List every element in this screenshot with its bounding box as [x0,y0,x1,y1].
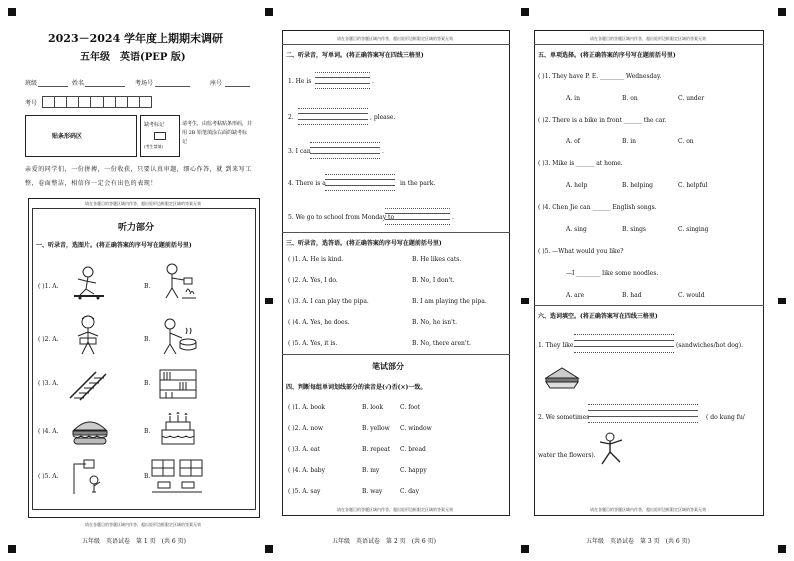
reply-item-b: B. No, there aren't. [412,340,471,347]
choice-question: ( )2. There is a bike in front ______ the car. [538,117,667,124]
phonics-item-c: C. window [400,425,432,432]
choice-b: B. on [622,95,638,102]
write-item-pre: 1. He is [288,78,312,85]
phonics-item-b: B. way [362,488,383,495]
choice-a: A. help [566,182,588,189]
write-item-pre: 3. I can [288,148,311,155]
page-footer: 五年级 英语试卷 第 1 页 (共 6 页) [82,538,186,545]
section6-title: 六、选词填空。(将正确答案写在四线三格里) [538,313,658,320]
phonics-item-a: ( )5. A. say [288,488,321,495]
phonics-item-b: B. look [362,404,384,411]
info-label-class: 班级 [25,80,38,87]
choice-b: B. had [622,292,642,299]
hamburger-picture [68,414,112,448]
choice-c: C. would [678,292,705,299]
section4-title: 四、判断每组单词划线部分的读音是(√)否(×)一致。 [286,384,427,391]
answer-frame-2 [282,30,510,516]
choice-a: A. are [566,292,585,299]
greeting-text: 亲爱的同学们，一份拼搏，一份收获，只要认真审题，细心作答，就 到来写工整，卷面整洁，相信你一定会有出色的表现！ [25,166,252,187]
write-item-pre: 2. [288,114,294,121]
reply-item-b: B. No, he isn't. [412,319,458,326]
choice-a: A. sing [566,226,587,233]
choice-question: ( )5. —What would you like? [538,248,624,255]
phonics-item-c: C. happy [400,467,427,474]
fill-item-pre: 1. They like [538,342,574,349]
choice-a: A. in [566,95,580,102]
listening-title: 听力部分 [118,223,155,233]
phonics-item-b: B. repeat [362,446,391,453]
answer-area-footer: 请在各题目的答题区域内作答，超出矩形边框限定区域的答案无效 [85,522,201,527]
phonics-item-a: ( )3. A. eat [288,446,320,453]
info-label-name: 姓名 [72,80,85,87]
answer-area-header: 请在各题目的答题区域内作答，超出矩形边框限定区域的答案无效 [337,36,453,41]
classroom-picture [150,456,204,496]
write-item-pre: 4. There is a [288,180,326,187]
cooking-picture [156,316,200,356]
reply-item-a: ( )3. A. I can play the pipa. [288,298,369,305]
absent-mark-box [140,115,180,157]
listening-item-no: ( )1. A. [38,283,59,290]
absent-sub: (考生禁填) [144,144,164,149]
answer-area-footer: 请在各题目的答题区域内作答，超出矩形边框限定区域的答案无效 [590,507,706,512]
fill-item-pre: 2. We sometimes [538,414,590,421]
page-2 [270,0,526,561]
kung-fu-picture [596,432,626,468]
listening-item-b: B. [144,336,151,343]
choice-question: ( )1. They have P. E. ________ Wednesday. [538,73,662,80]
exam-subtitle: 五年级 英语(PEP 版) [80,52,186,63]
reply-item-a: ( )4. A. Yes, he does. [288,319,350,326]
listening-item-b: B. [144,473,151,480]
reply-item-b: B. No, I don't. [412,277,455,284]
exam-no-boxes[interactable] [42,96,152,108]
choice-question-reply: —I ________ like some noodles. [566,270,659,277]
answer-area-header: 请在各题目的答题区域内作答，超出矩形边框限定区域的答案无效 [85,201,201,206]
reply-item-a: ( )2. A. Yes, I do. [288,277,338,284]
phonics-item-b: B. yellow [362,425,390,432]
choice-c: C. on [678,138,694,145]
write-item-pre: 5. We go to school from Monday to [288,214,395,221]
phonics-item-c: C. foot [400,404,421,411]
listening-item-no: ( )3. A. [38,380,59,387]
written-title: 笔试部分 [372,361,404,371]
listening-item-b: B. [144,283,151,290]
choice-c: C. under [678,95,705,102]
sandwich-picture [544,362,580,390]
choice-a: A. of [566,138,580,145]
exam-title: 2023－2024 学年度上期期末调研 [48,32,224,45]
page-1 [0,0,270,561]
phonics-item-a: ( )1. A. book [288,404,326,411]
reply-item-a: ( )5. A. Yes, it is. [288,340,338,347]
absent-note: 请考生，由监考粘贴条形码，并用 2B 铅笔填涂右面的缺考标记 [182,121,253,145]
phonics-item-c: C. day [400,488,419,495]
info-label-room: 考场号 [135,80,154,87]
child-reading-picture [70,314,106,356]
answer-area-footer: 请在各题目的答题区域内作答，超出矩形边框限定区域的答案无效 [337,507,453,512]
basketball-picture [66,458,106,496]
phonics-item-b: B. my [362,467,380,474]
ladder-picture [66,368,110,402]
bookshelf-picture [156,366,200,402]
watering-flowers-picture [156,262,198,302]
skateboarding-picture [70,265,110,300]
write-item-post: . [382,148,384,155]
section2-title: 二、听录音，写单词。(将正确答案写在四线三格里) [286,52,424,59]
fill-item-post2: water the flowers). [538,452,596,459]
phonics-item-a: ( )4. A. baby [288,467,326,474]
section3-title: 三、听录音，选答语。(将正确答案的序号写在题前括号里) [286,240,442,247]
info-label-seat: 座号 [210,80,223,87]
section5-title: 五、单项选择。(将正确答案的序号写在题前括号里) [538,52,676,59]
absent-checkbox[interactable] [154,132,166,140]
listening-item-no: ( )5. A. [38,473,59,480]
write-item-post: in the park. [400,180,436,187]
section1-title: 一、听录音，选图片。(将正确答案的序号写在题前括号里) [36,242,192,249]
listening-item-b: B. [144,380,151,387]
fill-item-post: ( do kung fu/ [706,414,745,421]
birthday-cake-picture [156,410,200,448]
write-item-post: . [452,214,454,221]
fill-item-post: (sandwiches/hot dog). [676,342,743,349]
listening-item-b: B. [144,428,151,435]
page-3 [526,0,794,561]
listening-item-no: ( )4. A. [38,428,59,435]
absent-label: 缺考标记 [144,122,165,128]
answer-area-header: 请在各题目的答题区域内作答，超出矩形边框限定区域的答案无效 [590,36,706,41]
reply-item-b: B. I am playing the pipa. [412,298,487,305]
page-footer: 五年级 英语试卷 第 3 页 (共 6 页) [586,538,690,545]
choice-question: ( )4. Chen Jie can ______ English songs. [538,204,657,211]
barcode-label: 贴条形码区 [52,133,83,140]
barcode-area [25,115,137,157]
choice-c: C. helpful [678,182,708,189]
write-item-post: , please. [370,114,396,121]
phonics-item-c: C. bread [400,446,426,453]
exam-no-label: 考号 [25,100,38,107]
choice-b: B. helping [622,182,654,189]
reply-item-b: B. He likes cats. [412,256,462,263]
reply-item-a: ( )1. A. He is kind. [288,256,344,263]
listening-item-no: ( )2. A. [38,336,59,343]
phonics-item-a: ( )2. A. now [288,425,323,432]
choice-b: B. in [622,138,637,145]
choice-question: ( )3. Mike is ______ at home. [538,160,623,167]
choice-b: B. sings [622,226,647,233]
page-footer: 五年级 英语试卷 第 2 页 (共 6 页) [332,538,436,545]
write-item-post: . [372,78,374,85]
choice-c: C. singing [678,226,709,233]
